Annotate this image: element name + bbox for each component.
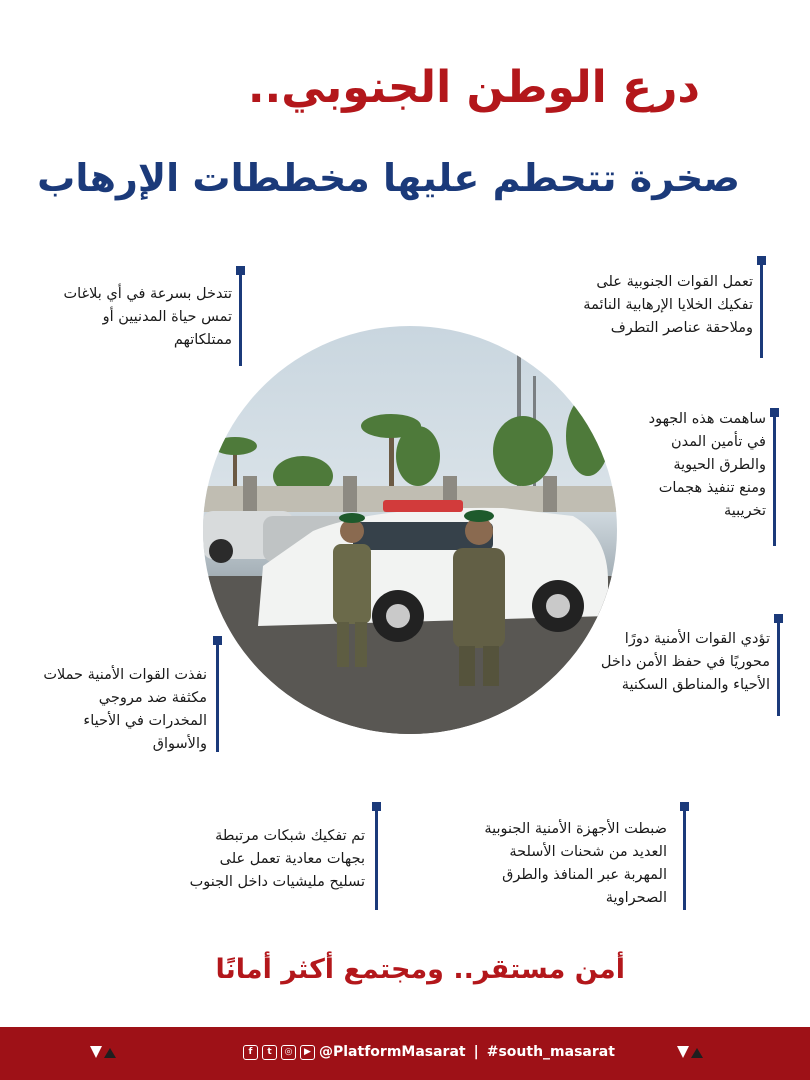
item-marker xyxy=(375,806,378,910)
brand-logo-icon xyxy=(90,1046,116,1060)
item-marker xyxy=(773,412,776,546)
footer-divider: | xyxy=(473,1044,479,1060)
item-marker xyxy=(216,640,219,752)
item-secure-cities: ساهمت هذه الجهود في تأمين المدن والطرق الحيوية ومنع تنفيذ هجمات تخريبية xyxy=(648,411,766,519)
main-title: درع الوطن الجنوبي.. xyxy=(247,62,700,113)
item-marker xyxy=(239,270,242,366)
item-anti-drug-campaigns: نفذت القوات الأمنية حملات مكثفة ضد مروجي المخدرات في الأحياء والأسواق xyxy=(43,667,207,752)
item-rapid-response: تتدخل بسرعة في أي بلاغات تمس حياة المدنيين أو ممتلكاتهم xyxy=(63,286,232,348)
footer-hashtag[interactable]: #south_masarat xyxy=(486,1044,615,1060)
item-neighborhood-security: تؤدي القوات الأمنية دورًا محوريًا في حفظ الأمن داخل الأحياء والمناطق السكنية xyxy=(600,631,770,693)
item-dismantle-cells: تعمل القوات الجنوبية على تفكيك الخلايا الإرهابية النائمة وملاحقة عناصر التطرف xyxy=(583,274,753,336)
item-marker xyxy=(760,260,763,358)
subtitle: صخرة تتحطم عليها مخططات الإرهاب xyxy=(37,156,740,200)
security-patrol-photo xyxy=(203,326,617,734)
item-hostile-networks: تم تفكيك شبكات مرتبطة بجهات معادية تعمل على تسليح مليشيات داخل الجنوب xyxy=(189,828,365,890)
footer-bar xyxy=(0,1027,810,1080)
footer-social xyxy=(243,1044,615,1060)
youtube-icon[interactable]: ▶ xyxy=(300,1045,315,1060)
footer-handle[interactable]: @PlatformMasarat xyxy=(319,1044,466,1060)
facebook-icon[interactable]: f xyxy=(243,1045,258,1060)
twitter-icon[interactable]: t xyxy=(262,1045,277,1060)
instagram-icon[interactable]: ◎ xyxy=(281,1045,296,1060)
item-weapons-seizures: ضبطت الأجهزة الأمنية الجنوبية العديد من شحنات الأسلحة المهربة عبر المنافذ والطرق الصحراوية xyxy=(484,821,667,906)
brand-logo-icon xyxy=(677,1046,703,1060)
item-marker xyxy=(683,806,686,910)
item-marker xyxy=(777,618,780,716)
slogan: أمن مستقر.. ومجتمع أكثر أمانًا xyxy=(215,954,625,985)
